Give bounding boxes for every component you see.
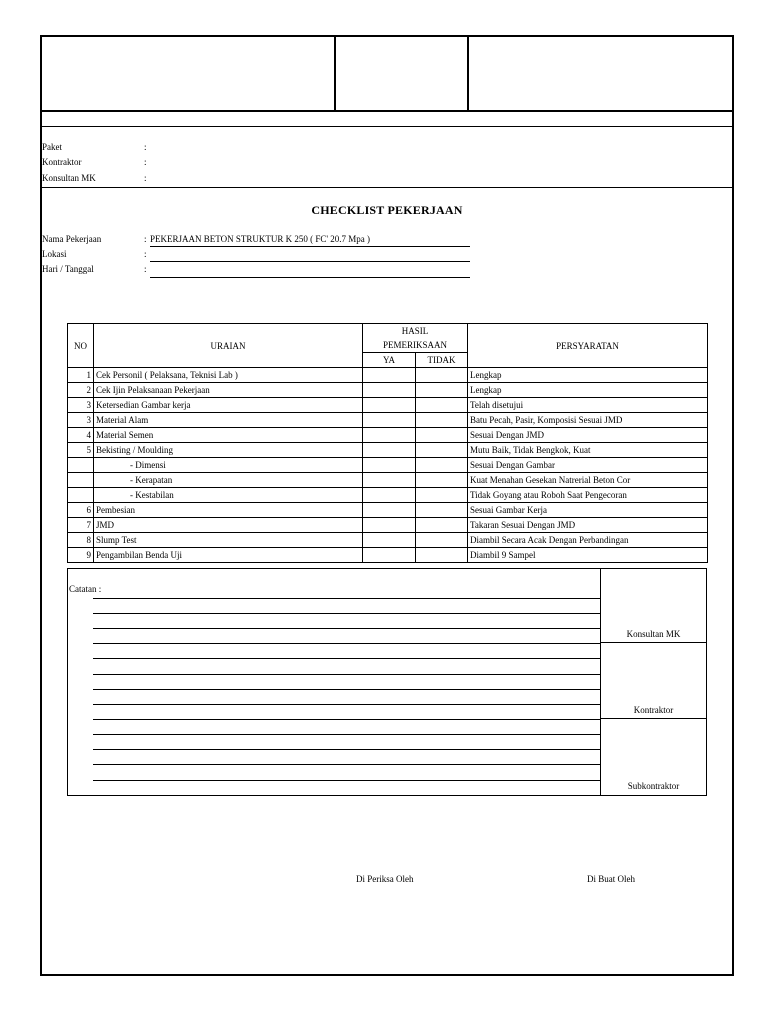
row-no: 1: [68, 368, 94, 383]
row-ya-cell[interactable]: [363, 413, 416, 428]
kontraktor-label: Kontraktor: [42, 157, 82, 167]
table-row: [68, 548, 708, 563]
notes-label: Catatan :: [69, 584, 102, 594]
row-ya-cell[interactable]: [363, 503, 416, 518]
row-ya-cell[interactable]: [363, 488, 416, 503]
notes-signature-box: [67, 568, 707, 796]
table-row: [68, 503, 708, 518]
table-row: [68, 458, 708, 473]
header-ya: YA: [363, 353, 416, 368]
row-ya-cell[interactable]: [363, 458, 416, 473]
row-uraian: Bekisting / Moulding: [94, 443, 363, 458]
row-ya-cell[interactable]: [363, 533, 416, 548]
row-ya-cell[interactable]: [363, 548, 416, 563]
row-persyaratan: Sesuai Dengan Gambar: [468, 458, 708, 473]
row-uraian: - Kerapatan: [94, 473, 363, 488]
row-no: [68, 473, 94, 488]
row-no: [68, 488, 94, 503]
table-row: [68, 383, 708, 398]
paket-label: Paket: [42, 142, 62, 152]
row-persyaratan: Diambil 9 Sampel: [468, 548, 708, 563]
info-bottom-border: [40, 187, 734, 188]
row-tidak-cell[interactable]: [416, 458, 468, 473]
hari-tanggal-underline: [150, 277, 470, 278]
table-row: [68, 428, 708, 443]
row-ya-cell[interactable]: [363, 368, 416, 383]
row-tidak-cell[interactable]: [416, 383, 468, 398]
notes-line[interactable]: [93, 734, 600, 735]
notes-line[interactable]: [93, 643, 600, 644]
row-uraian: Ketersedian Gambar kerja: [94, 398, 363, 413]
row-tidak-cell[interactable]: [416, 533, 468, 548]
diperiksa-oleh-label: Di Periksa Oleh: [356, 874, 414, 884]
row-tidak-cell[interactable]: [416, 473, 468, 488]
row-ya-cell[interactable]: [363, 443, 416, 458]
row-ya-cell[interactable]: [363, 383, 416, 398]
row-persyaratan: Telah disetujui: [468, 398, 708, 413]
nama-pekerjaan-label: Nama Pekerjaan: [42, 234, 102, 244]
header-no: NO: [68, 324, 94, 368]
row-persyaratan: Lengkap: [468, 383, 708, 398]
row-persyaratan: Sesuai Gambar Kerja: [468, 503, 708, 518]
table-row: [68, 473, 708, 488]
row-no: 8: [68, 533, 94, 548]
konsultan-colon: :: [144, 173, 147, 183]
header-pemeriksaan: PEMERIKSAAN: [363, 338, 468, 353]
signature-column-divider: [600, 568, 601, 796]
table-row: [68, 443, 708, 458]
dibuat-oleh-label: Di Buat Oleh: [587, 874, 635, 884]
notes-line[interactable]: [93, 598, 600, 599]
row-uraian: Material Alam: [94, 413, 363, 428]
kontraktor-colon: :: [144, 157, 147, 167]
table-row: [68, 518, 708, 533]
table-row: [68, 488, 708, 503]
hari-tanggal-colon: :: [144, 264, 147, 274]
row-no: 4: [68, 428, 94, 443]
row-ya-cell[interactable]: [363, 398, 416, 413]
signature-kontraktor-label: Kontraktor: [633, 705, 674, 715]
page-title: CHECKLIST PEKERJAAN: [311, 203, 463, 217]
notes-line[interactable]: [93, 674, 600, 675]
signature-divider-2: [600, 718, 707, 719]
row-tidak-cell[interactable]: [416, 368, 468, 383]
row-persyaratan: Kuat Menahan Gesekan Natrerial Beton Cor: [468, 473, 708, 488]
konsultan-label: Konsultan MK: [42, 173, 96, 183]
row-uraian: Cek Ijin Pelaksanaan Pekerjaan: [94, 383, 363, 398]
nama-pekerjaan-colon: :: [144, 234, 147, 244]
row-no: 7: [68, 518, 94, 533]
checklist-table: [67, 323, 708, 563]
row-no: 3: [68, 398, 94, 413]
nama-pekerjaan-underline: [150, 246, 470, 247]
lokasi-underline: [150, 261, 470, 262]
row-no: [68, 458, 94, 473]
row-no: 9: [68, 548, 94, 563]
header-bottom-border: [40, 110, 734, 112]
notes-line[interactable]: [93, 780, 600, 781]
row-tidak-cell[interactable]: [416, 428, 468, 443]
row-tidak-cell[interactable]: [416, 503, 468, 518]
header-tidak: TIDAK: [416, 353, 468, 368]
row-tidak-cell[interactable]: [416, 443, 468, 458]
row-persyaratan: Takaran Sesuai Dengan JMD: [468, 518, 708, 533]
row-ya-cell[interactable]: [363, 473, 416, 488]
header-divider-2: [467, 35, 469, 111]
row-tidak-cell[interactable]: [416, 413, 468, 428]
row-uraian: Cek Personil ( Pelaksana, Teknisi Lab ): [94, 368, 363, 383]
lokasi-label: Lokasi: [42, 249, 67, 259]
notes-line[interactable]: [93, 628, 600, 629]
row-no: 3: [68, 413, 94, 428]
lokasi-colon: :: [144, 249, 147, 259]
signature-subkontraktor-label: Subkontraktor: [627, 781, 680, 791]
header-uraian: URAIAN: [94, 324, 363, 368]
header-divider-1: [334, 35, 336, 111]
nama-pekerjaan-value: PEKERJAAN BETON STRUKTUR K 250 ( FC' 20.7 Mpa ): [150, 234, 370, 244]
paket-colon: :: [144, 142, 147, 152]
table-row: [68, 368, 708, 383]
row-no: 2: [68, 383, 94, 398]
row-persyaratan: Sesuai Dengan JMD: [468, 428, 708, 443]
notes-line[interactable]: [93, 689, 600, 690]
row-tidak-cell[interactable]: [416, 488, 468, 503]
row-uraian: Pengambilan Benda Uji: [94, 548, 363, 563]
row-uraian: Pembesian: [94, 503, 363, 518]
row-uraian: JMD: [94, 518, 363, 533]
table-row: [68, 413, 708, 428]
notes-line[interactable]: [93, 719, 600, 720]
row-persyaratan: Lengkap: [468, 368, 708, 383]
table-row: [68, 398, 708, 413]
row-tidak-cell[interactable]: [416, 398, 468, 413]
row-tidak-cell[interactable]: [416, 548, 468, 563]
notes-line[interactable]: [93, 749, 600, 750]
signature-divider-1: [600, 642, 707, 643]
header-persyaratan: PERSYARATAN: [468, 324, 708, 368]
table-header-row-1: [68, 324, 708, 339]
row-persyaratan: Mutu Baik, Tidak Bengkok, Kuat: [468, 443, 708, 458]
row-persyaratan: Diambil Secara Acak Dengan Perbandingan: [468, 533, 708, 548]
row-ya-cell[interactable]: [363, 428, 416, 443]
row-uraian: Material Semen: [94, 428, 363, 443]
header-strip-border: [40, 126, 734, 127]
row-ya-cell[interactable]: [363, 518, 416, 533]
row-uraian: - Dimensi: [94, 458, 363, 473]
row-uraian: Slump Test: [94, 533, 363, 548]
row-tidak-cell[interactable]: [416, 518, 468, 533]
notes-line[interactable]: [93, 704, 600, 705]
notes-line[interactable]: [93, 613, 600, 614]
row-no: 5: [68, 443, 94, 458]
row-no: 6: [68, 503, 94, 518]
notes-line[interactable]: [93, 764, 600, 765]
hari-tanggal-label: Hari / Tanggal: [42, 264, 94, 274]
row-persyaratan: Batu Pecah, Pasir, Komposisi Sesuai JMD: [468, 413, 708, 428]
header-hasil: HASIL: [363, 324, 468, 339]
notes-line[interactable]: [93, 658, 600, 659]
row-uraian: - Kestabilan: [94, 488, 363, 503]
row-persyaratan: Tidak Goyang atau Roboh Saat Pengecoran: [468, 488, 708, 503]
table-row: [68, 533, 708, 548]
signature-konsultan-label: Konsultan MK: [626, 629, 681, 639]
